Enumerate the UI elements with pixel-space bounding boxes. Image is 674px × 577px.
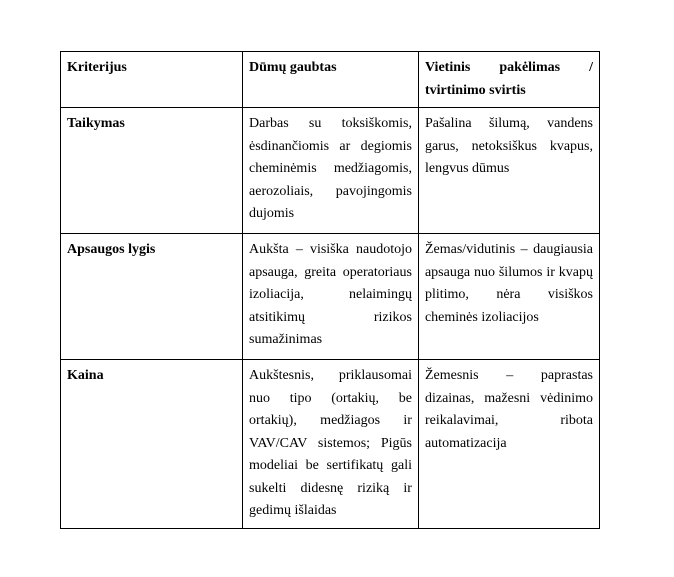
row-local-extraction-cell: Pašalina šilumą, vandens garus, netoksiškus kvapus, lengvus dūmus [418, 108, 599, 234]
row-fume-hood-cell: Aukšta – visiška naudotojo apsauga, greita operatoriaus izoliacija, nelaimingų atsitikimų rizikos sumažinimas [243, 234, 419, 360]
row-local-extraction-cell: Žemas/vidutinis – daugiausia apsauga nuo šilumos ir kvapų plitimo, nėra visiškos cheminės izoliacijos [418, 234, 599, 360]
header-cell-fume-hood: Dūmų gaubtas [243, 52, 419, 108]
header-cell-local-extraction: Vietinis pakėlimas / tvirtinimo svirtis [418, 52, 599, 108]
row-criterion-cell: Apsaugos lygis [61, 234, 243, 360]
table-row [61, 234, 600, 360]
row-fume-hood-cell: Darbas su toksiškomis, ėsdinančiomis ar degiomis cheminėmis medžiagomis, aerozoliais, pavojingomis dujomis [243, 108, 419, 234]
row-local-extraction-cell: Žemesnis – paprastas dizainas, mažesni vėdinimo reikalavimai, ribota automatizacija [418, 360, 599, 529]
table-header-row [61, 52, 600, 108]
header-cell-criterion: Kriterijus [61, 52, 243, 108]
row-fume-hood-cell: Aukštesnis, priklausomai nuo tipo (ortakių, be ortakių), medžiagos ir VAV/CAV sistemos; Pigūs modeliai be sertifikatų gali sukelti didesnę riziką ir gedimų išlaidas [243, 360, 419, 529]
row-criterion-cell: Taikymas [61, 108, 243, 234]
table-row [61, 360, 600, 529]
comparison-table [60, 51, 600, 529]
table-row [61, 108, 600, 234]
row-criterion-cell: Kaina [61, 360, 243, 529]
